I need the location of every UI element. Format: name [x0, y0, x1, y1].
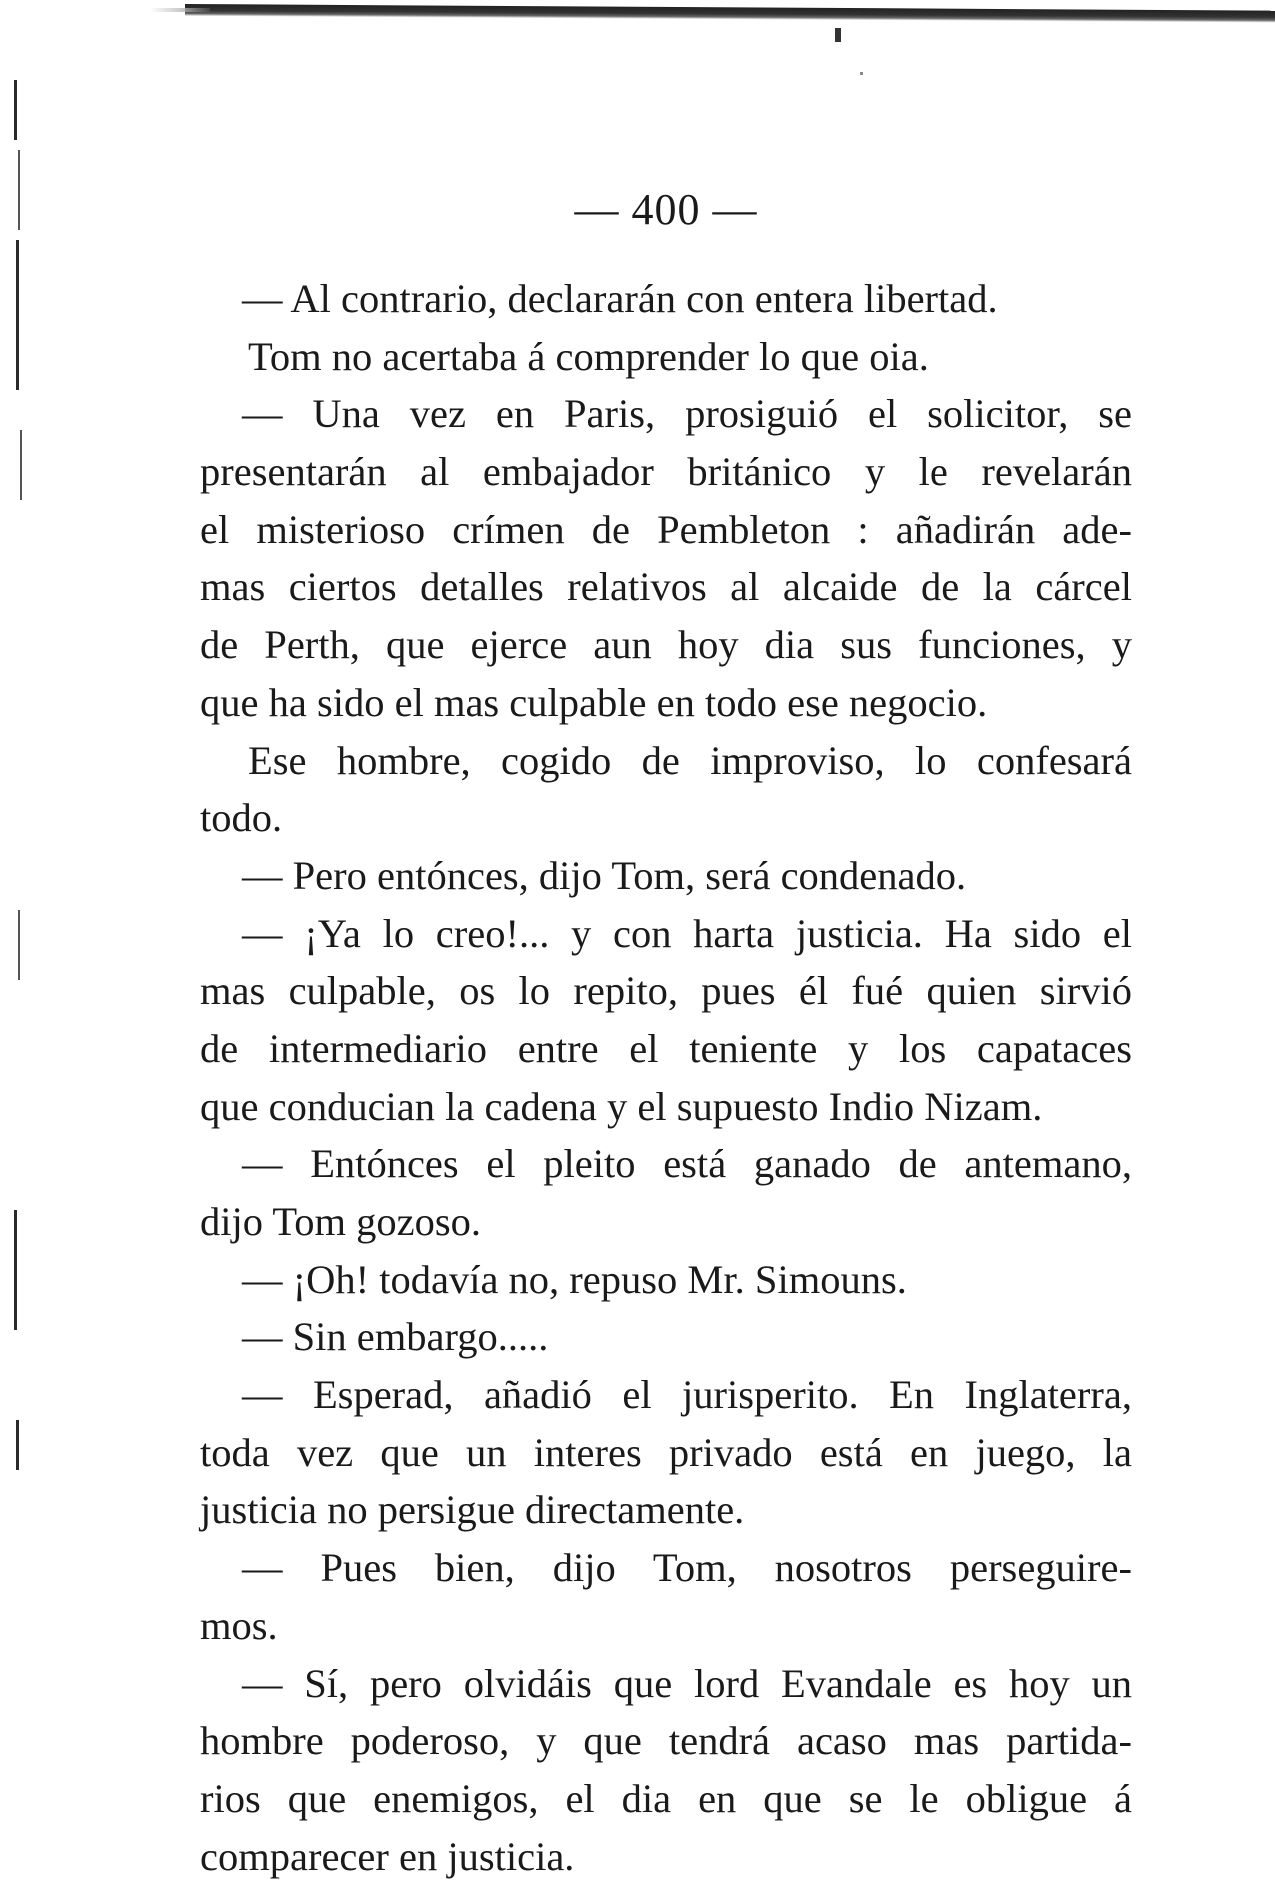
text-line: todo. [200, 795, 283, 841]
text-line: rios que enemigos, el dia en que se le obligue á [200, 1775, 1132, 1821]
text-line: justicia no persigue directamente. [200, 1487, 745, 1533]
book-page [200, 180, 1132, 1885]
text-line: toda vez que un interes privado está en juego, la [200, 1429, 1132, 1475]
text-line: presentarán al embajador británico y le revelarán [200, 449, 1132, 495]
text-line: — Una vez en Paris, prosiguió el solicitor, se [242, 391, 1132, 437]
text-line: — Pero entónces, dijo Tom, será condenado. [242, 852, 967, 898]
text-line: — Sí, pero olvidáis que lord Evandale es hoy un [242, 1660, 1132, 1706]
page-body [200, 270, 1132, 1885]
binding-mark [14, 1210, 17, 1330]
text-line: — ¡Ya lo creo!... y con harta justicia. Ha sido el [242, 910, 1132, 956]
top-page-rule [185, 4, 1275, 23]
top-rule-fade [150, 8, 210, 12]
ink-speck [860, 72, 863, 75]
binding-mark [20, 430, 22, 500]
text-line: mas culpable, os lo repito, pues él fué quien sirvió [200, 968, 1132, 1014]
text-line: mas ciertos detalles relativos al alcaide de la cárcel [200, 564, 1132, 610]
text-line: mos. [200, 1602, 278, 1648]
binding-mark [16, 1420, 19, 1470]
text-line: — Pues bien, dijo Tom, nosotros perseguire- [242, 1545, 1132, 1591]
text-line: comparecer en justicia. [200, 1833, 575, 1879]
text-line: — Sin embargo..... [242, 1314, 549, 1360]
text-line: que ha sido el mas culpable en todo ese negocio. [200, 679, 988, 725]
text-line: Ese hombre, cogido de improviso, lo confesará [248, 737, 1132, 783]
text-line: Tom no acertaba á comprender lo que oia. [248, 333, 929, 379]
page-number: — 400 — [574, 185, 758, 234]
text-line: de intermediario entre el teniente y los capataces [200, 1025, 1132, 1071]
text-line: — Esperad, añadió el jurisperito. En Inglaterra, [242, 1372, 1132, 1418]
binding-mark [18, 150, 20, 230]
left-margin-binding-marks [8, 60, 38, 1760]
text-line: de Perth, que ejerce aun hoy dia sus funciones, y [200, 622, 1132, 668]
text-line: — Al contrario, declararán con entera libertad. [242, 276, 998, 321]
ink-speck [835, 28, 841, 42]
text-line: dijo Tom gozoso. [200, 1199, 482, 1244]
binding-mark [14, 80, 17, 140]
text-line: el misterioso crímen de Pembleton : añadirán ade- [200, 506, 1132, 552]
text-line: — ¡Oh! todavía no, repuso Mr. Simouns. [242, 1256, 907, 1302]
binding-mark [18, 910, 20, 980]
binding-mark [16, 240, 19, 390]
text-line: — Entónces el pleito está ganado de antemano, [242, 1141, 1132, 1187]
text-line: que conducian la cadena y el supuesto Indio Nizam. [200, 1083, 1043, 1129]
text-line: hombre poderoso, y que tendrá acaso mas partida- [200, 1718, 1132, 1764]
